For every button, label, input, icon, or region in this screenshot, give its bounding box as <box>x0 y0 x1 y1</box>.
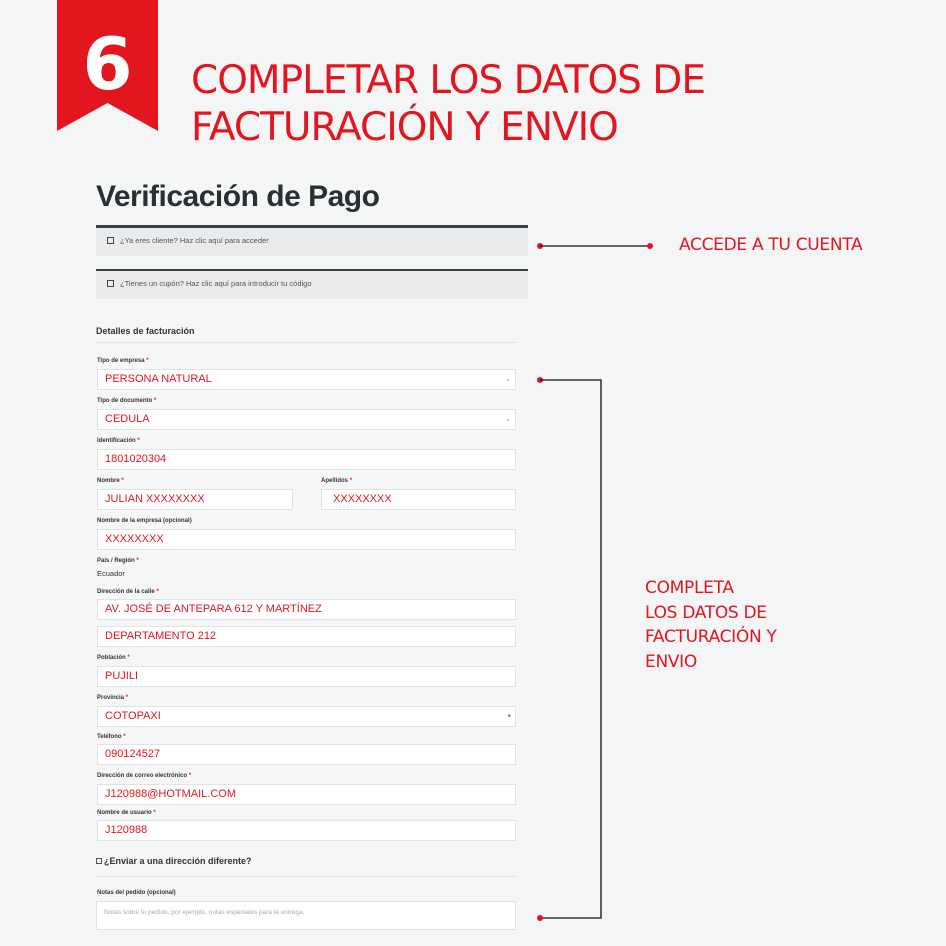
company-type-select[interactable]: PERSONA NATURAL ⌄ <box>97 369 516 390</box>
identification-label: Identificación * <box>97 438 140 444</box>
notes-label: Notas del pedido (opcional) <box>97 890 176 896</box>
doc-type-label: Tipo de documento * <box>97 398 157 404</box>
street-input[interactable]: AV. JOSÉ DE ANTEPARA 612 Y MARTÍNEZ <box>97 599 516 620</box>
city-input[interactable]: PUJILI <box>97 666 516 687</box>
page-title: Verificación de Pago <box>96 180 380 213</box>
ship-different-toggle[interactable]: ¿Enviar a una dirección diferente? <box>96 856 252 866</box>
chevron-down-icon: ⌄ <box>505 416 511 423</box>
phone-input[interactable]: 090124527 <box>97 744 516 765</box>
billing-section-title: Detalles de facturación <box>96 326 195 336</box>
chevron-down-icon: ⌄ <box>505 376 511 383</box>
company-name-label: Nombre de la empresa (opcional) <box>97 518 192 524</box>
coupon-notice-text[interactable]: ¿Tienes un cupón? Haz clic aquí para introducir tu código <box>120 279 312 288</box>
login-notice-text[interactable]: ¿Ya eres cliente? Haz clic aquí para acceder <box>120 236 269 245</box>
first-name-input[interactable]: JULIAN XXXXXXXX <box>97 489 293 510</box>
first-name-label: Nombre * <box>97 478 124 484</box>
headline-line-2: FACTURACIÓN Y ENVIO <box>191 105 618 150</box>
callout-account: ACCEDE A TU CUENTA <box>679 235 863 255</box>
street-label: Dirección de la calle * <box>97 589 159 595</box>
city-label: Población * <box>97 655 130 661</box>
last-name-input[interactable]: XXXXXXXX <box>321 489 516 510</box>
company-type-label: Tipo de empresa * <box>97 358 149 364</box>
callout-complete: COMPLETA LOS DATOS DE FACTURACIÓN Y ENVIO <box>645 578 777 672</box>
email-label: Dirección de correo electrónico * <box>97 773 192 779</box>
country-value: Ecuador <box>97 569 125 578</box>
province-select[interactable]: COTOPAXI ▾ <box>97 706 516 727</box>
email-input[interactable]: J120988@HOTMAIL.COM <box>97 784 516 805</box>
country-label: País / Región * <box>97 558 139 564</box>
headline-line-1: COMPLETAR LOS DATOS DE <box>191 58 705 103</box>
company-name-input[interactable]: XXXXXXXX <box>97 529 516 550</box>
last-name-label: Apellidos * <box>321 478 353 484</box>
doc-type-select[interactable]: CEDULA ⌄ <box>97 409 516 430</box>
notes-textarea[interactable]: Notas sobre tu pedido, por ejemplo, notas especiales para la entrega. <box>96 901 516 930</box>
username-input[interactable]: J120988 <box>97 820 516 841</box>
phone-label: Teléfono * <box>97 734 126 740</box>
street-2-input[interactable]: DEPARTAMENTO 212 <box>97 626 516 647</box>
username-label: Nombre de usuario * <box>97 810 156 816</box>
identification-input[interactable]: 1801020304 <box>97 449 516 470</box>
province-label: Provincia * <box>97 695 129 701</box>
step-number: 6 <box>82 22 133 106</box>
caret-down-icon: ▾ <box>507 713 511 720</box>
